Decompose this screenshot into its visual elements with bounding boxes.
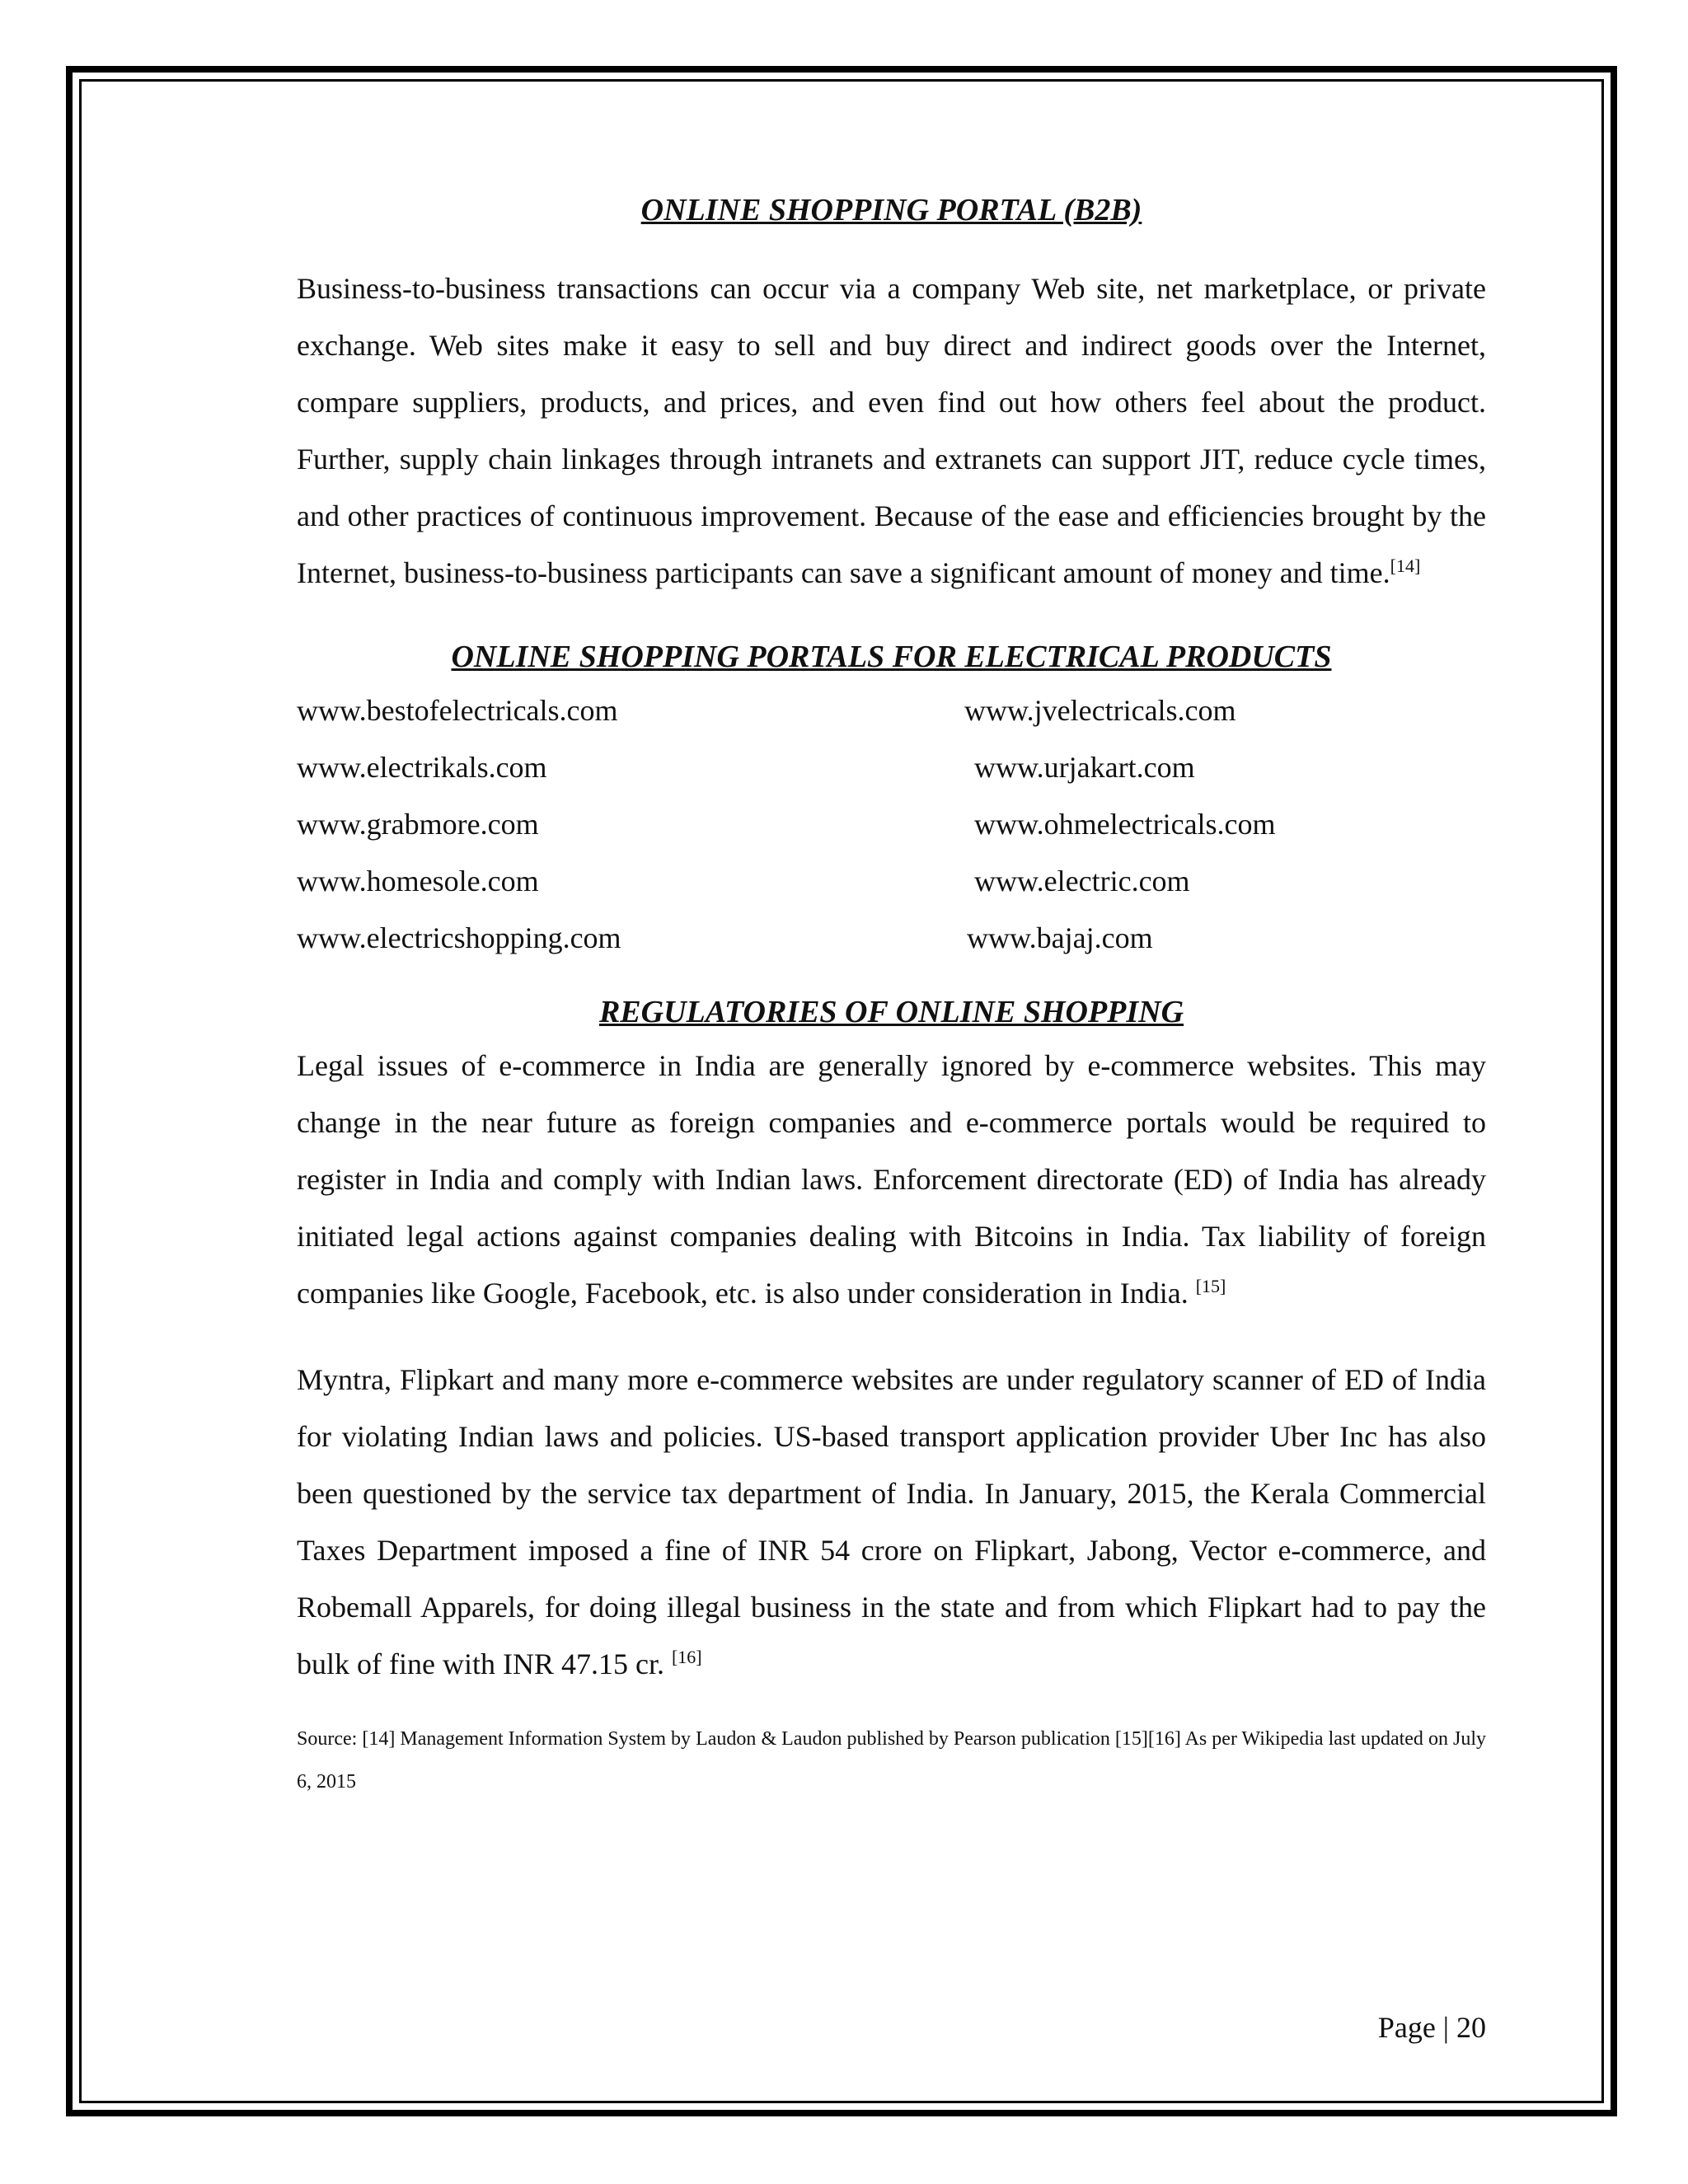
regulatory-paragraph-2-text: Myntra, Flipkart and many more e-commerce websites are under regulatory scanner of ED of India for violating Indian laws and policies. US-based transport application provider Uber Inc has also been questioned by the service tax department of India. In January, 2015, the Kerala Commercial Taxes Department imposed a fine of INR 54 crore on Flipkart, Jabong, Vector e-commerce, and Robemall Apparels, for doing illegal business in the state and from which Flipkart had to pay the bulk of fine with INR 47.15 cr. bbox=[297, 1363, 1486, 1680]
portal-url: www.electrikals.com bbox=[297, 751, 547, 784]
citation-16: [16] bbox=[671, 1647, 702, 1667]
page-number: Page | 20 bbox=[1377, 2011, 1486, 2044]
regulatory-paragraph-1 bbox=[297, 1038, 1486, 1322]
regulatory-paragraph-1-text: Legal issues of e-commerce in India are generally ignored by e-commerce websites. This may change in the near future as foreign companies and e-commerce portals would be required to register in India and comply with Indian laws. Enforcement directorate (ED) of India has already initiated legal actions against companies dealing with Bitcoins in India. Tax liability of foreign companies like Google, Facebook, etc. is also under consideration in India. bbox=[297, 1049, 1486, 1310]
url-row bbox=[297, 796, 1486, 853]
portal-url: www.bajaj.com bbox=[967, 921, 1153, 954]
portal-url: www.homesole.com bbox=[297, 865, 539, 898]
portal-url: www.urjakart.com bbox=[974, 751, 1195, 784]
portal-url: www.jvelectricals.com bbox=[964, 694, 1236, 727]
portal-url: www.electric.com bbox=[974, 865, 1190, 898]
portal-url: www.bestofelectricals.com bbox=[297, 694, 618, 727]
source-note: Source: [14] Management Information System by Laudon & Laudon published by Pearson publication [15][16] As per Wikipedia last updated on July 6, 2015 bbox=[297, 1728, 1486, 1793]
section-heading-b2b: ONLINE SHOPPING PORTAL (B2B) bbox=[640, 193, 1142, 227]
portal-url: www.ohmelectricals.com bbox=[974, 808, 1276, 841]
b2b-paragraph bbox=[297, 260, 1486, 602]
portal-url: www.grabmore.com bbox=[297, 808, 539, 841]
url-row bbox=[297, 682, 1486, 739]
b2b-paragraph-text: Business-to-business transactions can occur via a company Web site, net marketplace, or private exchange. Web sites make it easy to sell and buy direct and indirect goods over the Internet, compare suppliers, products, and prices, and even find out how others feel about the product. Further, supply chain linkages through intranets and extranets can support JIT, reduce cycle times, and other practices of continuous improvement. Because of the ease and efficiencies brought by the Internet, business-to-business participants can save a significant amount of money and time. bbox=[297, 272, 1486, 589]
portal-url-list bbox=[297, 682, 1486, 967]
url-row bbox=[297, 853, 1486, 910]
section-heading-electrical-portals: ONLINE SHOPPING PORTALS FOR ELECTRICAL PRODUCTS bbox=[451, 640, 1332, 674]
portal-url: www.electricshopping.com bbox=[297, 921, 621, 954]
citation-14: [14] bbox=[1390, 555, 1421, 576]
document-body bbox=[297, 190, 1486, 1803]
regulatory-paragraph-2 bbox=[297, 1352, 1486, 1693]
citation-15: [15] bbox=[1195, 1276, 1226, 1296]
url-row bbox=[297, 910, 1486, 967]
url-row bbox=[297, 739, 1486, 796]
section-heading-regulatories: REGULATORIES OF ONLINE SHOPPING bbox=[598, 995, 1184, 1029]
